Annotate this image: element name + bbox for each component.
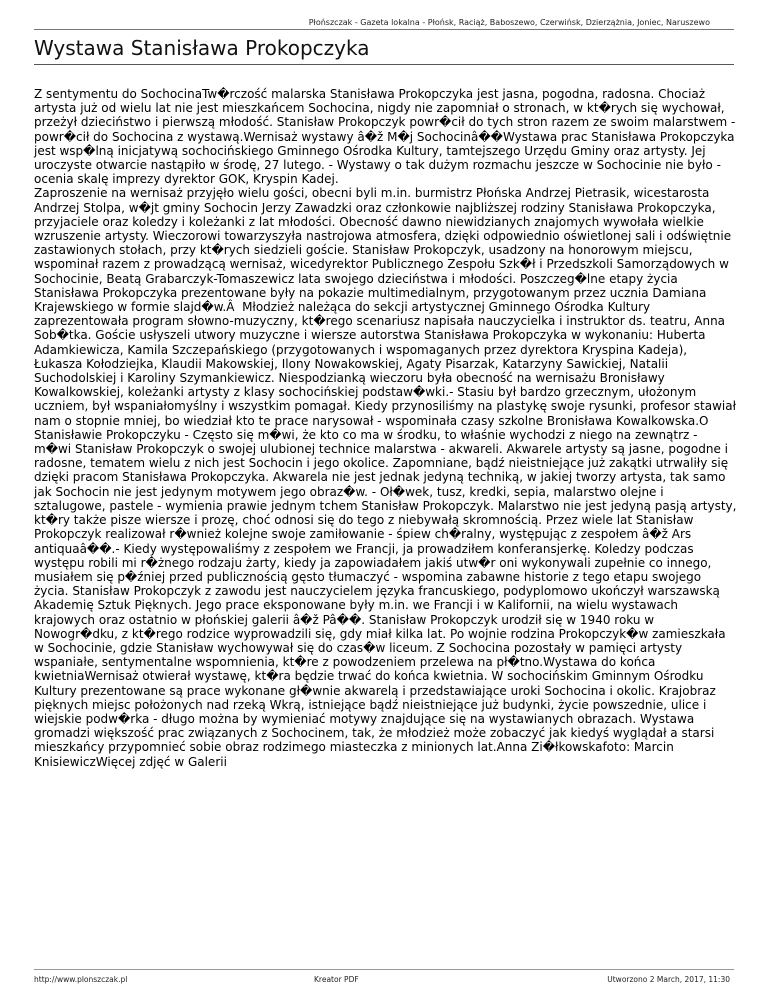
article-title: Wystawa Stanisława Prokopczyka bbox=[34, 36, 370, 60]
footer-created-date: Utworzono 2 March, 2017, 11:30 bbox=[607, 975, 730, 984]
site-header-line: Płońszczak - Gazeta lokalna - Płońsk, Raciąż, Baboszewo, Czerwińsk, Dzierzążnia, Joniec, Naruszewo bbox=[308, 18, 710, 27]
article-body: Z sentymentu do SochocinaTw�rczość malarska Stanisława Prokopczyka jest jasna, pogodna, radosna. Chociaż artysta już od wielu lat nie jest mieszkańcem Sochocina, nigdy nie zapomniał o stronach, w kt�rych się wychował, przeżył dzieciństwo i pierwszą młodość. Stanisław Prokopczyk powr�cił do tych stron razem ze swoim malarstwem - powr�cił do Sochocina z wystawą.Wernisaż wystawy â�ž M�j Sochocinâ��Wystawa prac Stanisława Prokopczyka jest wsp�lną inicjatywą sochocińskiego Gminnego Ośrodka Kultury, tamtejszego Urzędu Gminy oraz artysty. Jej uroczyste otwarcie nastąpiło w środę, 27 lutego. - Wystawy o tak dużym rozmachu jeszcze w Sochocinie nie było - ocenia skalę imprezy dyrektor GOK, Kryspin Kadej. Zaproszenie na wernisaż przyjęło wielu gości, obecni byli m.in. burmistrz Płońska Andrzej Pietrasik, wicestarosta Andrzej Stolpa, w�jt gminy Sochocin Jerzy Zawadzki oraz członkowie najbliższej rodziny Stanisława Prokopczyka, przyjaciele oraz koledzy i koleżanki z lat młodości. Obecność dawno niewidzianych znajomych wywołała wielkie wzruszenie artysty. Wieczorowi towarzyszyła nastrojowa atmosfera, dzięki odpowiednio oświetlonej sali i odświętnie zastawionych stołach, przy kt�rych siedzieli goście. Stanisław Prokopczyk, usadzony na honorowym miejscu, wspominał razem z prowadzącą wernisaż, wicedyrektor Publicznego Zespołu Szk�ł i Przedszkoli Samorządowych w Sochocinie, Beatą Grabarczyk-Tomaszewicz lata swojego dzieciństwa i młodości. Poszczeg�lne etapy życia Stanisława Prokopczyka prezentowane były na pokazie multimedialnym, przygotowanym przez ucznia Damiana Krajewskiego w formie slajd�w.Â Młodzież należąca do sekcji artystycznej Gminnego Ośrodka Kultury zaprezentowała program słowno-muzyczny, kt�rego scenariusz napisała nauczycielka i instruktor ds. teatru, Anna Sob�tka. Goście usłyszeli utwory muzyczne i wiersze autorstwa Stanisława Prokopczyka w wykonaniu: Huberta Adamkiewicza, Kamila Szczepańskiego (przygotowanych i wspomaganych przez dyrektora Kryspina Kadeja), Łukasza Kołodziejka, Klaudii Makowskiej, Ilony Nowakowskiej, Agaty Pisarzak, Katarzyny Sawickiej, Natalii Suchodolskiej i Karoliny Szymankiewicz. Niespodzianką wieczoru była obecność na wernisażu Bronisławy Kowalkowskiej, koleżanki artysty z klasy sochocińskiej podstaw�wki.- Stasiu był bardzo grzecznym, ułożonym uczniem, był wspaniałomyślny i wszystkim pomagał. Kiedy przynosiliśmy na plastykę swoje rysunki, profesor stawiał nam o stopnie mniej, bo wiedział kto te prace narysował - wspominała czasy szkolne Bronisława Kowalkowska.O Stanisławie Prokopczyku - Często się m�wi, że kto co ma w środku, to właśnie wychodzi z niego na zewnątrz - m�wi Stanisław Prokopczyk o swojej ulubionej technice malarstwa - akwareli. Akwarele artysty są jasne, pogodne i radosne, tematem wielu z nich jest Sochocin i jego okolice. Zapomniane, bądź nieistniejące już zakątki utrwaliły się dzięki pracom Stanisława Prokopczyka. Akwarela nie jest jednak jedyną techniką, w jakiej tworzy artysta, tak samo jak Sochocin nie jest jedynym motywem jego obraz�w. - Oł�wek, tusz, kredki, sepia, malarstwo olejne i sztalugowe, pastele - wymienia prawie jednym tchem Stanisław Prokopczyk. Malarstwo nie jest jedyną pasją artysty, kt�ry także pisze wiersze i prozę, choć odnosi się do tego z niebywałą skromnością. Przez wiele lat Stanisław Prokopczyk realizował r�wnież kolejne swoje zamiłowanie - śpiew ch�ralny, występując z zespołem â�ž Ars antiquaâ��.- Kiedy występowaliśmy z zespołem we Francji, ja prowadziłem konferansjerkę. Koledzy podczas występu robili mi r�żnego rodzaju żarty, kiedy ja zapowiadałem jakiś utw�r oni wykonywali zupełnie co innego, musiałem się p�źniej przed publicznością gęsto tłumaczyć - wspomina zabawne historie z tego etapu swojego życia. Stanisław Prokopczyk z zawodu jest nauczycielem języka francuskiego, podyplomowo ukończył warszawską Akademię Sztuk Pięknych. Jego prace eksponowane były m.in. we Francji i w Kalifornii, na wielu wystawach krajowych oraz ostatnio w płońskiej galerii â�ž Pâ��. Stanisław Prokopczyk urodził się w 1940 roku w Nowogr�dku, z kt�rego rodzice wyprowadzili się, gdy miał kilka lat. Po wojnie rodzina Prokopczyk�w zamieszkała w Sochocinie, gdzie Stanisław wychowywał się do czas�w liceum. Z Sochocina pozostały w pamięci artysty wspaniałe, sentymentalne wspomnienia, kt�re z powodzeniem przelewa na pł�tno.Wystawa do końca kwietniaWernisaż otwierał wystawę, kt�ra będzie trwać do końca kwietnia. W sochocińskim Gminnym Ośrodku Kultury prezentowane są prace wykonane gł�wnie akwarelą i przedstawiające uroki Sochocina i okolic. Krajobraz pięknych miejsc położonych nad rzeką Wkrą, istniejące bądź nieistniejące już budynki, życie powszednie, ulice i wiejskie podw�rka - długo można by wymieniać motywy znajdujące się na wystawianych obrazach. Wystawa gromadzi większość prac związanych z Sochocinem, tak, że młodzież może zobaczyć jak kiedyś wyglądał a starsi mieszkańcy przypomnieć sobie obraz rodzimego miasteczka z minionych lat.Anna Zi�łkowskafoto: Marcin KnisiewiczWięcej zdjęć w Galerii bbox=[34, 87, 737, 769]
footer-divider bbox=[34, 969, 734, 970]
footer-generator: Kreator PDF bbox=[314, 975, 359, 984]
footer-url: http://www.plonszczak.pl bbox=[34, 975, 128, 984]
header-divider bbox=[34, 29, 734, 30]
title-divider bbox=[34, 64, 734, 65]
